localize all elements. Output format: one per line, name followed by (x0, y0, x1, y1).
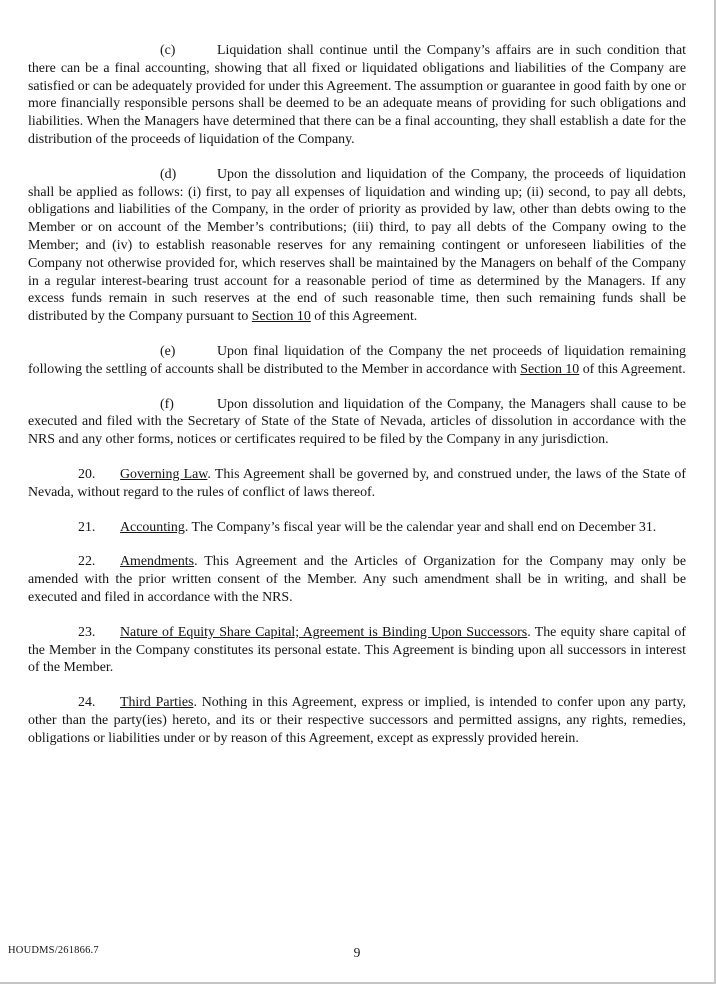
underlined-text: Governing Law (120, 466, 208, 482)
text-run: Upon dissolution and liquidation of the Company, the Managers shall cause to be executed and filed with the Secretary of State of the State of Nevada, articles of dissolution in accordance with the NRS and any other forms, notices or certificates required to be filed by the Company in any jurisdiction. (28, 396, 686, 448)
text-run: Upon final liquidation of the Company the net proceeds of liquidation remaining following the settling of accounts shall be distributed to the Member in accordance with (28, 343, 686, 377)
document-id: HOUDMS/261866.7 (8, 945, 99, 957)
paragraph-label: 20. (78, 466, 96, 482)
paragraph-label: (d) (160, 166, 177, 182)
text-run: of this Agreement. (579, 361, 686, 377)
underlined-text: Section 10 (520, 361, 580, 377)
paragraph (28, 343, 686, 379)
paragraph-label: 23. (78, 624, 96, 640)
text-run: . This Agreement and the Articles of Organization for the Company may only be amended with the prior written consent of the Member. Any such amendment shall be in writing, and shall be executed and filed in accordance with the NRS. (28, 554, 686, 605)
paragraph (28, 624, 686, 677)
paragraph-label: 22. (78, 554, 96, 570)
paragraph-label: (e) (160, 343, 176, 359)
paragraph (28, 694, 686, 747)
paragraph-label: (c) (160, 43, 176, 58)
paragraph (28, 553, 686, 606)
paragraph (28, 519, 686, 537)
text-run: . Nothing in this Agreement, express or implied, is intended to confer upon any party, other than the party(ies) hereto, and its or their respective successors and permitted assigns, any rights, remedies, obligations or liabilities under or by reason of this Agreement, except as expressly provided herein. (28, 695, 687, 746)
paragraph (28, 166, 686, 326)
underlined-text: Third Parties (120, 695, 194, 711)
paragraph (28, 466, 686, 502)
paragraph-label: 21. (78, 519, 96, 535)
document-body (28, 42, 686, 748)
paragraph (28, 42, 686, 149)
text-run: Liquidation shall continue until the Company’s affairs are in such condition that there can be a final accounting, showing that all fixed or liquidated obligations and liabilities of the Company are satisfied or can be adequately provided for under this Agreement. The assumption or guarantee in good faith by one or more financially responsible persons shall be deemed to be an adequate means of providing for such obligations and liabilities. When the Managers have determined that there can be a final accounting, they shall establish a date for the distribution of the proceeds of liquidation of the Company. (28, 43, 686, 147)
underlined-text: Nature of Equity Share Capital; Agreement is Binding Upon Successors (120, 624, 528, 640)
text-run: . The equity share capital of the Member in the Company constitutes its personal estate. This Agreement is binding upon all successors in interest of the Member. (28, 624, 686, 676)
text-run: . This Agreement shall be governed by, and construed under, the laws of the State of Nevada, without regard to the rules of conflict of laws thereof. (28, 466, 686, 500)
underlined-text: Section 10 (251, 309, 311, 325)
text-run: . The Company’s fiscal year will be the calendar year and shall end on December 31. (184, 519, 657, 535)
paragraph (28, 396, 686, 449)
paragraph-label: (f) (160, 396, 174, 412)
text-run: of this Agreement. (310, 309, 418, 325)
page-footer (0, 942, 714, 964)
page-number: 9 (353, 945, 361, 961)
text-run: Upon the dissolution and liquidation of the Company, the proceeds of liquidation shall be applied as follows: (i) first, to pay all expenses of liquidation and winding up; (ii) second, to pay all debts, obligations and liabilities of the Company, in the order of priority as provided by law, other than debts owing to the Member or on account of the Member’s contributions; (iii) third, to pay all debts of the Company owing to the Member; and (iv) to establish reasonable reserves for any remaining contingent or unforeseen liabilities of the Company not otherwise provided for, which reserves shall be maintained by the Managers on behalf of the Company in a regular interest-bearing trust account for a reasonable period of time as determined by the Managers. If any excess funds remain in such reserves at the end of such reasonable time, then such remaining funds shall be distributed by the Company pursuant to (28, 166, 686, 325)
underlined-text: Amendments (120, 554, 195, 570)
paragraph-label: 24. (78, 695, 96, 711)
underlined-text: Accounting (120, 519, 185, 535)
